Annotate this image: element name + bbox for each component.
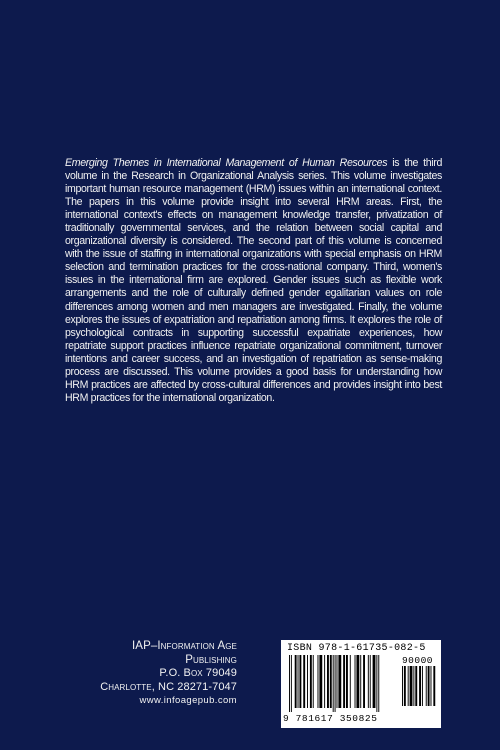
barcode-bar <box>298 655 299 708</box>
barcode-bar <box>313 655 314 708</box>
barcode-bar <box>433 666 435 706</box>
barcode-bar <box>303 655 305 708</box>
barcode-bar <box>330 655 332 708</box>
barcode-bar <box>363 655 365 708</box>
barcode-bar <box>431 666 432 706</box>
barcode-bar <box>368 655 369 708</box>
barcode-bar <box>343 655 345 708</box>
barcode-addon-bars <box>402 666 436 706</box>
barcode-bar <box>350 655 351 708</box>
book-title: Emerging Themes in International Management of Human Resources <box>65 157 388 169</box>
barcode-bar <box>378 655 379 712</box>
barcode-bar <box>402 666 403 706</box>
publisher-name: IAP–Information Age Publishing <box>132 640 237 666</box>
barcode-bar <box>289 655 290 712</box>
barcode-bar <box>333 655 334 712</box>
barcode-bar <box>404 666 406 706</box>
blurb-paragraph <box>65 157 442 405</box>
barcode-bar <box>408 666 409 706</box>
publisher-city: Charlotte, NC 28271-7047 <box>100 680 237 693</box>
barcode-bar <box>422 666 423 706</box>
publisher-website: www.infoagepub.com <box>139 695 237 706</box>
publisher-po-box: P.O. Box 79049 <box>159 667 237 679</box>
barcode-digits: 9 781617 350825 <box>283 713 378 724</box>
publisher-info <box>79 640 237 708</box>
barcode-bar <box>373 655 376 708</box>
barcode-bar <box>338 655 341 708</box>
barcode-bar <box>295 655 297 708</box>
barcode-bar <box>370 655 371 708</box>
barcode-main-bars <box>289 655 399 713</box>
barcode-bar <box>376 655 377 712</box>
barcode-bar <box>413 666 414 706</box>
barcode-bar <box>319 655 322 708</box>
barcode-bar <box>410 666 413 706</box>
barcode-bar <box>324 655 325 708</box>
barcode-bar <box>310 655 312 708</box>
barcode-bar <box>307 655 308 708</box>
barcode-bar <box>360 655 361 708</box>
barcode-bar <box>299 655 301 708</box>
barcode-bar <box>337 655 338 708</box>
barcode-bar <box>356 655 359 708</box>
barcode-bar <box>346 655 348 708</box>
barcode-bar <box>426 666 427 706</box>
isbn-barcode <box>281 640 441 728</box>
isbn-label: ISBN 978-1-61735-082-5 <box>287 643 426 654</box>
price-code: 90000 <box>401 655 433 666</box>
barcode-bar <box>327 655 329 708</box>
barcode-bar <box>291 655 292 712</box>
barcode-bar <box>428 666 430 706</box>
barcode-bar <box>335 655 336 712</box>
barcode-bar <box>419 666 421 706</box>
barcode-bar <box>415 666 417 706</box>
cover-blurb <box>65 157 442 405</box>
barcode-bar <box>318 655 319 708</box>
blurb-body: is the third volume in the Research in Organizational Analysis series. This volume investigates important human resource management (HRM) issues within an international context. The papers in this volume provide insight into several HRM areas. First, the international context's effects on management knowledge transfer, privatization of traditionally governmental services, and the relation between social capital and organizational diversity is considered. The second part of this volume is concerned with the issue of staffing in international organizations with special emphasis on HRM selection and termination practices for the cross-national company. Third, women's issues in the international firm are explored. Gender issues such as flexible work arrangements and the role of culturally defined gender egalitarian values on role differences among women and men managers are investigated. Finally, the volume explores the issues of expatriation and repatriation among firms. It explores the role of psychological contracts in supporting successful expatriate experiences, how repatriate support practices influence repatriate organizational commitment, turnover intentions and career success, and an investigation of repatriation as sense-making process are discussed. This volume provides a good basis for understanding how HRM practices are affected by cross-cultural differences and provides insight into best HRM practices for the international organization. <box>65 157 442 404</box>
barcode-bar <box>355 655 356 708</box>
